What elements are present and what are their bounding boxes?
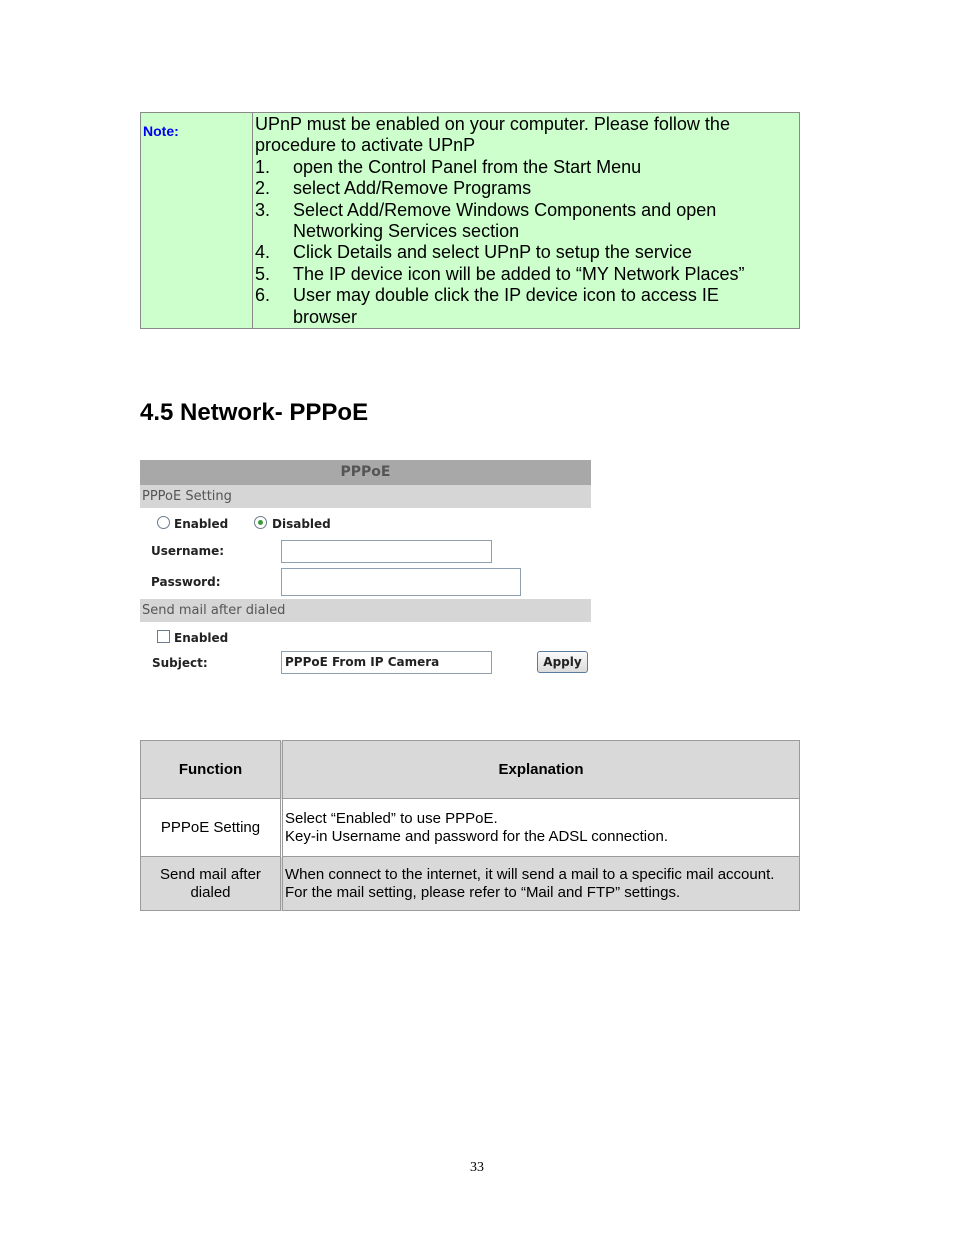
step-number: 5.: [255, 263, 271, 284]
pppoe-disabled-radio[interactable]: [254, 516, 267, 529]
note-step: [255, 242, 795, 263]
note-step: [255, 285, 795, 328]
step-text: [293, 157, 795, 178]
function-table: [140, 740, 800, 911]
step-text-line: Networking Services section: [293, 221, 520, 242]
section-heading: 4.5 Network- PPPoE: [140, 399, 369, 426]
step-number: 6.: [255, 285, 271, 306]
note-intro-line: UPnP must be enabled on your computer. Please follow the: [255, 114, 730, 134]
subject-input[interactable]: PPPoE From IP Camera: [281, 651, 492, 674]
note-step: [255, 200, 795, 243]
username-input[interactable]: [281, 540, 492, 563]
step-text: [293, 242, 795, 263]
step-number: 3.: [255, 199, 271, 220]
function-text: Send mail after: [160, 865, 261, 883]
step-text-line: User may double click the IP device icon to access IE: [293, 285, 719, 306]
mail-enabled-label: Enabled: [174, 631, 229, 645]
table-row: [141, 799, 800, 857]
note-step: [255, 178, 795, 199]
pppoe-disabled-label: Disabled: [272, 517, 331, 531]
pppoe-setting-section: PPPoE Setting: [140, 485, 591, 508]
note-box: [140, 112, 800, 329]
function-cell: [141, 857, 282, 911]
note-step: [255, 264, 795, 285]
mail-enabled-checkbox[interactable]: [157, 630, 170, 643]
password-input[interactable]: [281, 568, 521, 596]
mail-section: Send mail after dialed: [140, 599, 591, 622]
table-row: [141, 857, 800, 911]
step-text-line: Click Details and select UPnP to setup the service: [293, 242, 692, 263]
table-header-row: [141, 741, 800, 799]
step-text-line: browser: [293, 306, 358, 327]
explanation-text: When connect to the internet, it will send a mail to a specific mail account.: [285, 865, 775, 883]
function-cell: [141, 799, 282, 857]
note-step: [255, 157, 795, 178]
step-text-line: Select Add/Remove Windows Components and open: [293, 199, 717, 220]
pppoe-enabled-radio[interactable]: [157, 516, 170, 529]
header-explanation: Explanation: [282, 741, 800, 799]
step-number: 1.: [255, 156, 271, 177]
page-number: 33: [470, 1160, 484, 1175]
note-intro-line: procedure to activate UPnP: [255, 135, 476, 156]
apply-button[interactable]: Apply: [537, 651, 588, 673]
step-text: [293, 200, 795, 243]
panel-title: PPPoE: [140, 460, 591, 485]
password-label: Password:: [151, 575, 221, 589]
function-text: PPPoE Setting: [160, 818, 261, 836]
step-number: 2.: [255, 178, 271, 199]
explanation-text: Select “Enabled” to use PPPoE.: [285, 809, 498, 827]
function-text: dialed: [190, 883, 231, 901]
pppoe-enabled-label: Enabled: [174, 517, 229, 531]
username-label: Username:: [151, 544, 225, 558]
note-body: [255, 114, 795, 328]
pppoe-panel: [140, 460, 591, 680]
note-label: Note:: [141, 113, 253, 328]
step-text-line: select Add/Remove Programs: [293, 178, 532, 199]
explanation-cell: [282, 799, 800, 857]
step-text: [293, 264, 795, 285]
subject-label: Subject:: [152, 656, 208, 670]
header-function: Function: [141, 741, 282, 799]
step-text: [293, 285, 795, 328]
explanation-cell: [282, 857, 800, 911]
explanation-text: Key-in Username and password for the ADSL connection.: [285, 827, 668, 845]
step-text-line: open the Control Panel from the Start Menu: [293, 156, 642, 177]
step-number: 4.: [255, 242, 271, 263]
explanation-text: For the mail setting, please refer to “Mail and FTP” settings.: [285, 883, 681, 901]
step-text: [293, 178, 795, 199]
step-text-line: The IP device icon will be added to “MY Network Places”: [293, 263, 745, 284]
